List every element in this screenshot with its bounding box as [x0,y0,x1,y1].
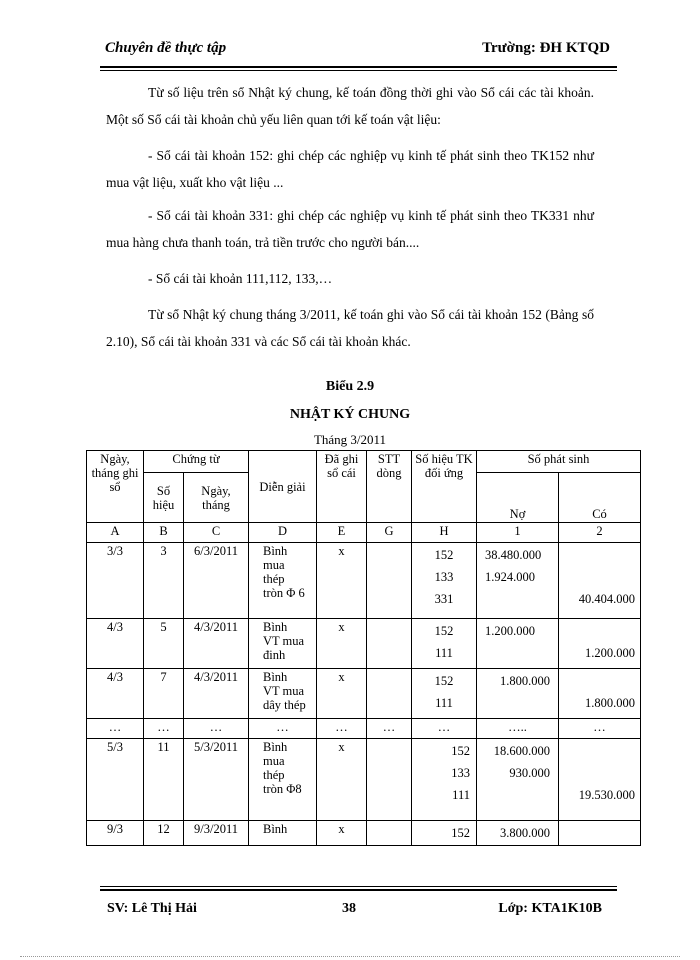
footer-page-number: 38 [342,901,356,916]
credit-cell: … [559,719,641,739]
account-cell [412,821,477,846]
header-desc: Diễn giải [249,451,317,523]
account-value: 152 [451,744,470,758]
paragraph-5: Từ sổ Nhật ký chung tháng 3/2011, kế toán ghi vào Sổ cái tài khoản 152 (Bảng số 2.10), Sổ cái tài khoản 331 và các Sổ cái tài khoản khác. [106,307,594,349]
line-no-cell [367,669,412,719]
page-bottom-dotted-line [20,956,680,957]
credit-value: 1.200.000 [585,646,635,660]
account-value: 111 [435,696,453,710]
desc-cell [249,669,317,719]
code-cell: H [412,523,477,543]
credit-cell [559,619,641,669]
desc-line: mua [263,754,285,768]
voucher-no-cell: 3 [144,543,184,619]
voucher-no-cell: 12 [144,821,184,846]
code-cell: D [249,523,317,543]
debit-value [480,784,550,806]
account-value: 152 [434,548,454,562]
voucher-date-cell: 6/3/2011 [184,543,249,619]
desc-line: tròn Φ8 [263,782,302,796]
credit-cell [559,739,641,821]
credit-value: 19.530.000 [578,788,635,802]
debit-value: 18.600.000 [493,744,550,758]
header-line-no: STT dòng [367,451,412,523]
table-row [87,821,641,846]
voucher-no-cell: 7 [144,669,184,719]
header-voucher: Chứng từ [144,451,249,473]
account-value: 152 [434,624,454,638]
credit-value [562,822,635,844]
debit-value: 1.924.000 [485,570,535,584]
voucher-no-cell: … [144,719,184,739]
header-credit: Có [559,473,641,523]
account-value: 331 [434,592,454,606]
credit-value [562,566,635,588]
voucher-no-cell: 11 [144,739,184,821]
desc-line: thép [263,768,285,782]
date-cell: 4/3 [87,619,144,669]
credit-value [562,670,635,692]
account-cell [412,669,477,719]
paragraph-1: Từ số liệu trên sổ Nhật ký chung, kế toán đồng thời ghi vào Sổ cái các tài khoản. Một số Sổ cái tài khoản chủ yếu liên quan tới kế toán vật liệu: [106,85,594,127]
desc-line: mua [263,558,285,572]
paragraph-3: - Sổ cái tài khoản 331: ghi chép các nghiệp vụ kinh tế phát sinh theo TK331 như mua hàng chưa thanh toán, trả tiền trước cho người bán.... [106,208,594,250]
account-cell [412,619,477,669]
credit-cell [559,543,641,619]
debit-value: 930.000 [509,766,550,780]
header-amount: Số phát sinh [477,451,641,473]
desc-line: VT mua [263,684,305,698]
date-cell: 5/3 [87,739,144,821]
debit-value: 1.200.000 [485,624,535,638]
table-row [87,739,641,821]
desc-line: Bình [263,822,288,836]
header-posted: Đã ghi sổ cái [317,451,367,523]
debit-value [480,692,550,714]
debit-cell: ….. [477,719,559,739]
desc-cell [249,739,317,821]
desc-line: đinh [263,648,286,662]
page-footer [107,901,602,923]
debit-value [485,642,555,664]
table-label: Biểu 2.9 [325,379,375,394]
posted-cell: x [317,669,367,719]
header-voucher-date: Ngày, tháng [184,473,249,523]
account-value: 152 [434,674,454,688]
account-cell [412,739,477,821]
line-no-cell [367,821,412,846]
code-cell: C [184,523,249,543]
code-row [87,523,641,543]
account-value: 133 [451,766,470,780]
line-no-cell [367,619,412,669]
code-cell: 2 [559,523,641,543]
posted-cell: … [317,719,367,739]
credit-cell [559,669,641,719]
header-right: Trường: ĐH KTQD [482,40,610,56]
desc-line: Bình [263,544,288,558]
desc-line: thép [263,572,285,586]
paragraph-2: - Sổ cái tài khoản 152: ghi chép các nghiệp vụ kinh tế phát sinh theo TK152 như mua vật liệu, xuất kho vật liệu ... [106,148,594,190]
credit-value [562,544,635,566]
journal-body [87,543,641,846]
posted-cell: x [317,619,367,669]
table-row [87,619,641,669]
desc-cell: … [249,719,317,739]
line-no-cell [367,739,412,821]
account-value: 152 [451,826,470,840]
voucher-date-cell: … [184,719,249,739]
desc-line: Bình [263,670,288,684]
header-date: Ngày, tháng ghi sổ [87,451,144,523]
posted-cell: x [317,543,367,619]
date-cell: 4/3 [87,669,144,719]
credit-value [562,740,635,762]
table-period: Tháng 3/2011 [313,432,387,447]
credit-value [562,620,635,642]
debit-cell [477,739,559,821]
page-header [105,40,610,62]
voucher-date-cell: 5/3/2011 [184,739,249,821]
voucher-date-cell: 4/3/2011 [184,619,249,669]
debit-value: 1.800.000 [500,674,550,688]
header-rule-thin [100,70,617,71]
debit-cell [477,543,559,619]
code-cell: 1 [477,523,559,543]
code-cell: B [144,523,184,543]
voucher-no-cell: 5 [144,619,184,669]
account-value: 133 [434,570,454,584]
desc-line: dây thép [263,698,306,712]
footer-rule-thin [100,886,617,887]
account-cell [412,543,477,619]
paragraph-4: - Sổ cái tài khoản 111,112, 133,… [148,271,333,286]
table-row [87,543,641,619]
table-title: NHẬT KÝ CHUNG [289,407,411,422]
table-row [87,719,641,739]
desc-cell [249,821,317,846]
desc-line: VT mua [263,634,305,648]
date-cell: 3/3 [87,543,144,619]
account-value: 111 [452,788,470,802]
desc-line: tròn Φ 6 [263,586,305,600]
credit-value [562,762,635,784]
debit-value [485,588,555,610]
code-cell: G [367,523,412,543]
journal-table [86,450,641,846]
credit-value: 1.800.000 [585,696,635,710]
line-no-cell [367,543,412,619]
desc-cell [249,619,317,669]
date-cell: 9/3 [87,821,144,846]
debit-cell [477,669,559,719]
code-cell: E [317,523,367,543]
header-account: Số hiệu TK đối ứng [412,451,477,523]
footer-rule-thick [100,889,617,891]
debit-cell [477,619,559,669]
debit-cell [477,821,559,846]
credit-value: 40.404.000 [578,592,635,606]
debit-value: 38.480.000 [485,548,542,562]
header-voucher-no: Số hiệu [144,473,184,523]
date-cell: … [87,719,144,739]
header-left: Chuyên đề thực tập [105,40,227,56]
footer-student: SV: Lê Thị Hải [107,901,197,916]
desc-line: Bình [263,740,288,754]
debit-value: 3.800.000 [500,826,550,840]
header-debit: Nợ [477,473,559,523]
desc-line: Bình [263,620,288,634]
credit-cell [559,821,641,846]
header-rule-thick [100,66,617,68]
account-cell: … [412,719,477,739]
desc-cell [249,543,317,619]
posted-cell: x [317,739,367,821]
footer-class: Lớp: KTA1K10B [498,901,602,916]
account-value: 111 [435,646,453,660]
posted-cell: x [317,821,367,846]
voucher-date-cell: 4/3/2011 [184,669,249,719]
line-no-cell: … [367,719,412,739]
table-row [87,669,641,719]
voucher-date-cell: 9/3/2011 [184,821,249,846]
code-cell: A [87,523,144,543]
